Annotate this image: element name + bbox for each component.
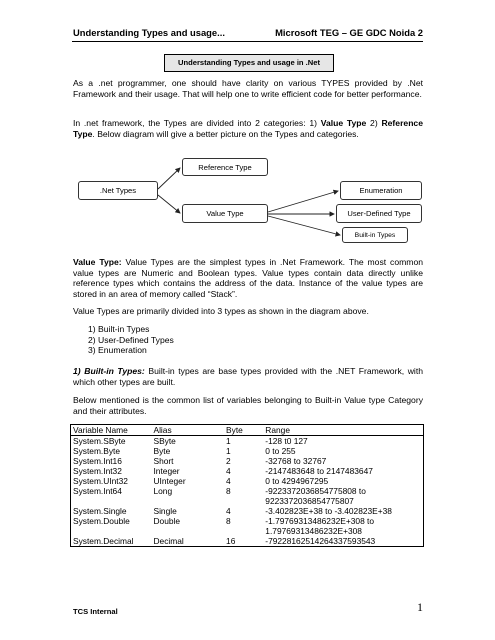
reference-type-node: Reference Type: [182, 158, 268, 176]
categories-text-after: . Below diagram will give a better picture on the Types and categories.: [92, 128, 359, 139]
cell-variable-name: System.Double: [73, 516, 130, 526]
table-row: [71, 436, 424, 447]
cell-byte: 1: [226, 446, 231, 456]
built-in-text: Built-in types are base types provided with the .NET Framework, with which other types are built.: [73, 366, 423, 387]
cell-alias: Long: [153, 486, 173, 496]
cell-byte: 4: [226, 466, 231, 476]
cell-alias: Double: [153, 516, 181, 526]
table-row: [71, 516, 424, 536]
net-types-node: .Net Types: [78, 181, 158, 200]
arrow-to-enumeration: [268, 191, 338, 212]
built-in-paragraph: [73, 366, 423, 387]
cell-range: -2147483648 to 2147483647: [265, 466, 373, 476]
cell-variable-name: System.Decimal: [73, 536, 134, 546]
header-variable-name: Variable Name: [73, 425, 128, 435]
table-row: [71, 486, 424, 506]
value-type-term: Value Type: [320, 118, 367, 128]
value-type-text: Value Types are the simplest types in .Net Framework. The most common value types are Numeric and Boolean types. Value types contain data directly unlike reference types which contains the address of the data. Instance of the value types are stored in an area of memory called “Stack”.: [73, 257, 423, 299]
divided-paragraph: Value Types are primarily divided into 3 types as shown in the diagram above.: [73, 306, 369, 316]
cell-variable-name: System.UInt32: [73, 476, 128, 486]
cell-byte: 4: [226, 476, 231, 486]
value-type-label: Value Type:: [73, 257, 122, 267]
table-row: [71, 456, 424, 466]
value-type-list: [88, 324, 174, 356]
header-byte: Byte: [226, 425, 243, 435]
table-header-row: [71, 425, 424, 436]
header-alias: Alias: [153, 425, 172, 435]
cell-range: -128 t0 127: [265, 436, 308, 446]
table-row: [71, 446, 424, 456]
cell-alias: SByte: [153, 436, 176, 446]
value-types-table: [70, 424, 424, 547]
table-row: [71, 466, 424, 476]
cell-byte: 1: [226, 436, 231, 446]
cell-alias: Byte: [153, 446, 171, 456]
table-row: [71, 476, 424, 486]
arrow-to-built-in: [268, 216, 340, 235]
categories-text-mid: 2): [366, 118, 382, 128]
header-left: Understanding Types and usage...: [73, 27, 225, 38]
cell-byte: 8: [226, 516, 231, 526]
list-item: 3) Enumeration: [88, 345, 147, 355]
arrow-to-value: [158, 195, 180, 213]
header-right: Microsoft TEG – GE GDC Noida 2: [275, 27, 423, 38]
intro-paragraph: As a .net programmer, one should have clarity on various TYPES provided by .Net Framework and their usage. That will help one to write efficient code for better performance.: [73, 78, 423, 99]
list-item: 1) Built-in Types: [88, 324, 150, 334]
cell-range: -32768 to 32767: [265, 456, 327, 466]
header-rule: [72, 41, 423, 42]
cell-range: -3.402823E+38 to -3.402823E+38: [265, 506, 392, 516]
section-title-box: Understanding Types and usage in .Net: [164, 54, 334, 72]
user-defined-type-node: User-Defined Type: [336, 204, 422, 223]
cell-range: -1.79769313486232E+308 to 1.79769313486232E+308: [265, 516, 375, 536]
cell-range: 0 to 4294967295: [265, 476, 329, 486]
cell-byte: 2: [226, 456, 231, 466]
footer-label: TCS Internal: [73, 607, 118, 616]
cell-range: 0 to 255: [265, 446, 296, 456]
header-range: Range: [265, 425, 290, 435]
built-in-label: 1) Built-in Types:: [73, 366, 145, 376]
categories-paragraph: [73, 118, 423, 139]
cell-alias: Integer: [153, 466, 180, 476]
cell-range: -79228162514264337593543: [265, 536, 376, 546]
value-type-node: Value Type: [182, 204, 268, 223]
types-diagram: [72, 152, 428, 248]
cell-byte: 8: [226, 486, 231, 496]
reference-type-term: Reference Type: [73, 118, 423, 139]
cell-alias: Single: [153, 506, 177, 516]
cell-variable-name: System.Int16: [73, 456, 122, 466]
cell-variable-name: System.Single: [73, 506, 127, 516]
table-row: [71, 506, 424, 516]
value-type-paragraph: [73, 257, 423, 299]
enumeration-node: Enumeration: [340, 181, 422, 200]
page-number: 1: [417, 600, 423, 614]
cell-variable-name: System.Byte: [73, 446, 121, 456]
built-in-types-node: Built-in Types: [342, 227, 408, 243]
cell-range: -9223372036854775808 to 9223372036854775807: [265, 486, 366, 506]
cell-byte: 16: [226, 536, 236, 546]
list-item: 2) User-Defined Types: [88, 334, 174, 345]
cell-variable-name: System.Int32: [73, 466, 122, 476]
cell-variable-name: System.Int64: [73, 486, 122, 496]
cell-alias: Decimal: [153, 536, 184, 546]
cell-byte: 4: [226, 506, 231, 516]
categories-text-before: In .net framework, the Types are divided into 2 categories: 1): [73, 118, 321, 128]
cell-alias: Short: [153, 456, 174, 466]
cell-alias: UInteger: [153, 476, 186, 486]
cell-variable-name: System.SByte: [73, 436, 126, 446]
arrow-to-reference: [158, 168, 180, 189]
below-paragraph: Below mentioned is the common list of variables belonging to Built-in Value type Category and their attributes.: [73, 395, 423, 416]
table-row: [71, 536, 424, 547]
